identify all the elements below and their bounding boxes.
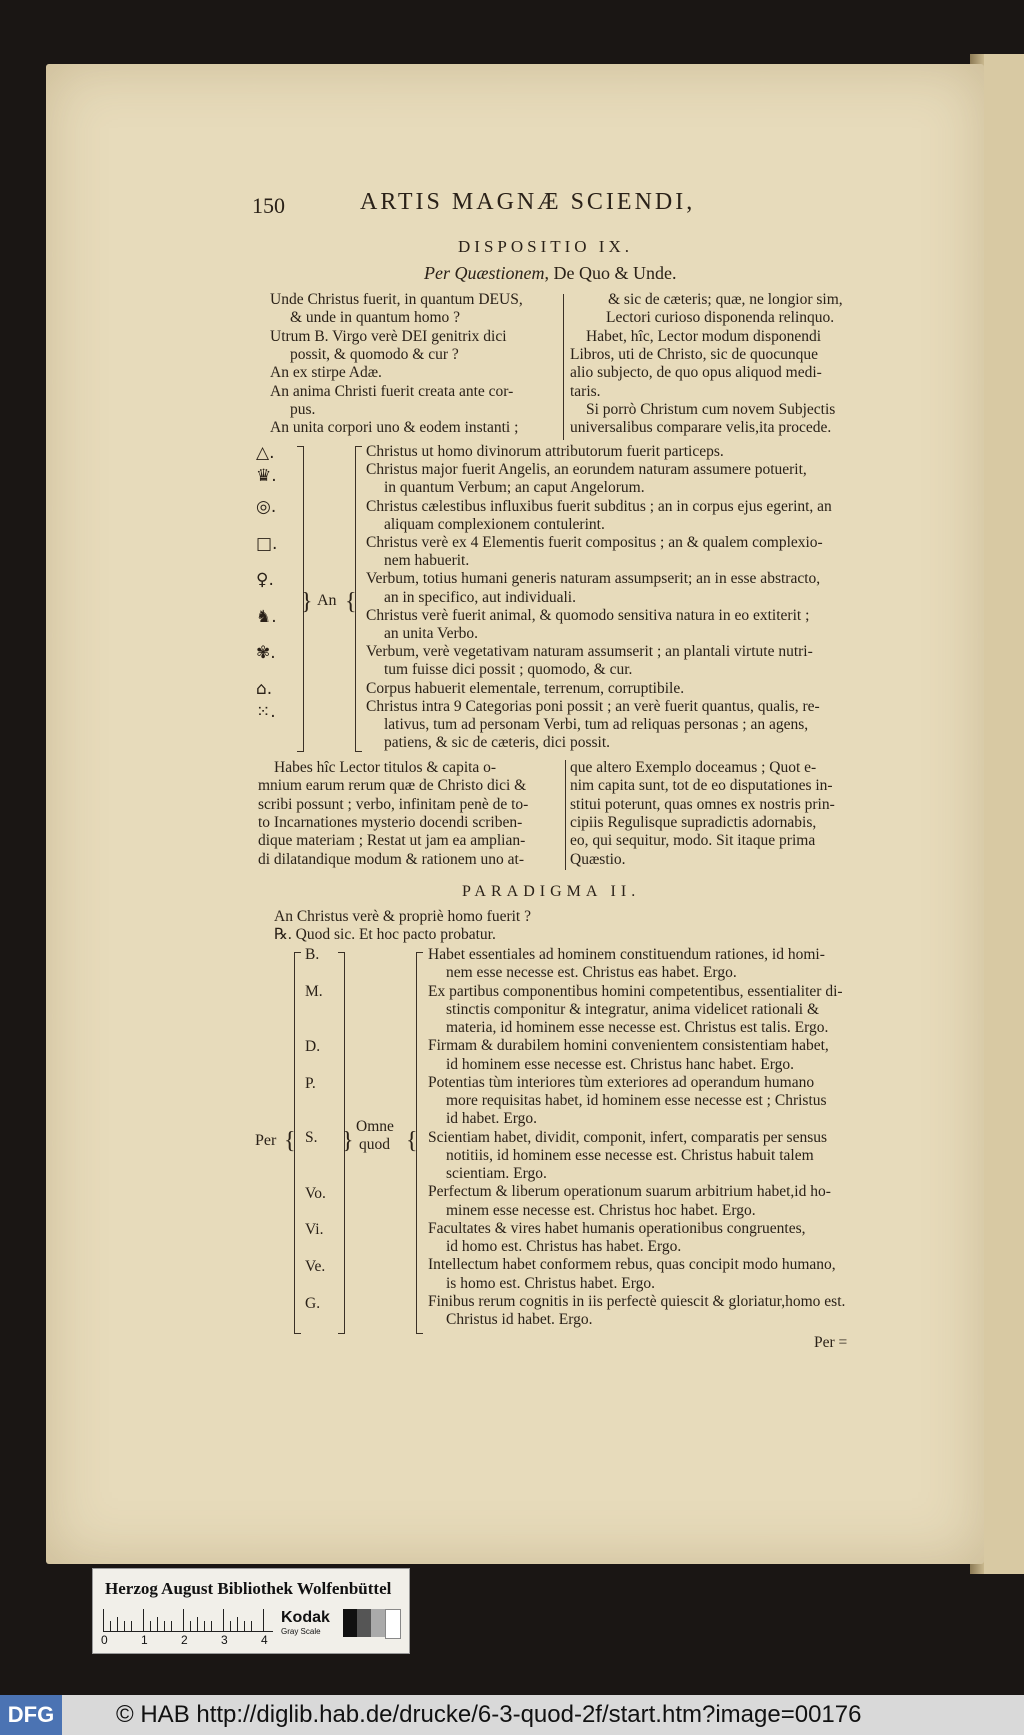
facing-page-edge: [978, 54, 1024, 1574]
paradigma-letter: Vo.: [305, 1185, 326, 1202]
subject-symbol-icon: ♛.: [256, 466, 277, 486]
paradigma-letter: G.: [305, 1295, 321, 1312]
per-label: Per: [255, 1132, 277, 1149]
middle-right-line: que altero Exemplo doceamus ; Quot e-: [570, 759, 817, 776]
letters-bracket-left: [294, 952, 301, 1334]
paradigma-line: Christus id habet. Ergo.: [446, 1311, 593, 1328]
intro-right-line: & sic de cæteris; quæ, ne longior sim,: [608, 291, 843, 308]
subject-symbol-icon: ♞.: [256, 607, 277, 627]
omne-brace-right: {: [406, 1128, 418, 1154]
an-brace-left: }: [301, 589, 313, 615]
intro-right-line: Si porrò Christum cum novem Subjectis: [586, 400, 836, 418]
ruler-number: 2: [181, 1633, 188, 1647]
intro-left-line: possit, & quomodo & cur ?: [290, 345, 459, 363]
gray-patch: [343, 1609, 357, 1637]
middle-left-line: scribi possunt ; verbo, infinitam penè de to-: [258, 795, 529, 813]
intro-left-line: Utrum B. Virgo verè DEI genitrix dici: [270, 327, 507, 345]
paradigma-response-row: [274, 926, 496, 944]
middle-left-line: mnium earum rerum quæ de Christo dici &: [258, 777, 527, 795]
paradigma-letter: Vi.: [305, 1221, 324, 1238]
omne-label: Omne: [356, 1118, 394, 1135]
an-brace-right: {: [345, 589, 357, 615]
middle-right-line: eo, qui sequitur, modo. Sit itaque prima: [570, 832, 816, 850]
paradigma-letter: M.: [305, 983, 323, 1000]
paradigma-line: nem esse necesse est. Christus eas habet. Ergo.: [446, 964, 737, 982]
middle-right-line: nim capita sunt, tot de eo disputationes in-: [570, 777, 833, 795]
an-line: in quantum Verbum; an caput Angelorum.: [384, 479, 645, 497]
an-label: An: [317, 592, 337, 609]
subject-symbol-icon: ◎.: [256, 497, 277, 517]
page-number: 150: [252, 193, 285, 218]
viewer-footer: [0, 1695, 1024, 1735]
an-line: nem habuerit.: [384, 552, 470, 570]
gray-scale-label: Gray Scale: [281, 1627, 321, 1636]
middle-left-line: di dilatandique modum & rationem uno at-: [258, 850, 525, 868]
stamp-title: Herzog August Bibliothek Wolfenbüttel: [105, 1579, 392, 1598]
intro-left-line: An unita corpori uno & eodem instanti ;: [270, 419, 519, 437]
paradigma-line: is homo est. Christus habet. Ergo.: [446, 1274, 655, 1292]
paradigma-line: Finibus rerum cognitis in iis perfectè quiescit & gloriatur,homo est.: [428, 1292, 846, 1310]
ruler-number: 0: [101, 1633, 108, 1647]
middle-right-line: Quæstio.: [570, 850, 626, 868]
omne-brace-left: }: [342, 1128, 354, 1154]
an-line: tum fuisse dici possit ; quomodo, & cur.: [384, 661, 633, 679]
an-line: an in specifico, aut individuali.: [384, 588, 576, 606]
ruler-number: 1: [141, 1633, 148, 1647]
subject-symbol-icon: ⁙.: [256, 702, 276, 722]
paradigma-line: Facultates & vires habet humanis operationibus congruentes,: [428, 1219, 806, 1237]
paradigma-line: Habet essentiales ad hominem constituendum rationes, id homi-: [428, 946, 825, 963]
response-mark: ℞.: [274, 926, 292, 943]
paradigma-line: materia, id hominem esse necesse est. Christus est talis. Ergo.: [446, 1019, 829, 1036]
dfg-logo[interactable]: DFG: [0, 1695, 62, 1735]
paradigma-line: id habet. Ergo.: [446, 1110, 537, 1128]
intro-left-line: An anima Christi fuerit creata ante cor-: [270, 382, 514, 400]
ruler-number: 3: [221, 1633, 228, 1647]
an-line: Verbum, verè vegetativam naturam assumserit ; an plantali virtute nutri-: [366, 643, 813, 661]
paradigma-line: Ex partibus componentibus homini competentibus, essentialiter di-: [428, 982, 843, 1000]
an-line: Verbum, totius humani generis naturam assumpserit; an in esse abstracto,: [366, 570, 821, 588]
paradigma-letter: S.: [305, 1129, 318, 1146]
gray-patch: [371, 1609, 385, 1637]
gray-patch: [385, 1609, 401, 1639]
column-rule: [563, 294, 564, 440]
paradigma-line: Scientiam habet, dividit, componit, infert, comparatis per sensus: [428, 1128, 828, 1146]
paradigma-letter: P.: [305, 1075, 316, 1092]
an-line: Christus ut homo divinorum attributorum fuerit particeps.: [366, 443, 724, 460]
middle-right-line: stitui poterunt, quas omnes ex nostris prin-: [570, 795, 835, 813]
middle-left-line: to Incarnationes mysterio docendi scriben-: [258, 813, 523, 831]
an-line: Corpus habuerit elementale, terrenum, corruptibile.: [366, 679, 685, 697]
intro-left-line: Unde Christus fuerit, in quantum DEUS,: [270, 291, 523, 308]
paradigma-line: scientiam. Ergo.: [446, 1165, 547, 1182]
an-line: aliquam complexionem contulerint.: [384, 515, 605, 533]
middle-column-rule: [565, 760, 566, 870]
subject-symbol-icon: ⌂.: [256, 679, 273, 699]
subject-symbol-icon: ♀.: [256, 570, 274, 590]
subject-symbol-icon: △.: [256, 443, 275, 463]
an-line: Christus verè ex 4 Elementis fuerit compositus ; an & qualem complexio-: [366, 534, 823, 551]
subheading-italic: Per Quæstionem: [424, 263, 545, 283]
copyright-link[interactable]: © HAB http://diglib.hab.de/drucke/6-3-quod-2f/start.htm?image=00176: [116, 1701, 862, 1728]
paradigma-line: notitiis, id hominem esse necesse est. Christus habuit talem: [446, 1146, 814, 1164]
subject-symbol-icon: ✾.: [256, 643, 276, 663]
disposition-subheading: [424, 263, 676, 284]
intro-right-line: universalibus comparare velis,ita procede.: [570, 419, 832, 437]
paradigma-letter: D.: [305, 1038, 321, 1055]
lines-bracket: [416, 952, 423, 1334]
gray-patch: [357, 1609, 371, 1637]
disposition-heading: DISPOSITIO IX.: [458, 237, 633, 256]
ruler-number: 4: [261, 1633, 268, 1647]
paradigma-line: Firmam & durabilem homini convenientem consistentiam habet,: [428, 1037, 829, 1055]
paradigma-letter: Ve.: [305, 1258, 326, 1275]
paradigma-question: An Christus verè & propriè homo fuerit ?: [274, 908, 531, 925]
paradigma-line: more requisitas habet, id hominem esse necesse est ; Christus: [446, 1092, 827, 1109]
paradigma-line: Intellectum habet conformem rebus, quas concipit modo humano,: [428, 1256, 836, 1274]
an-line: an unita Verbo.: [384, 625, 478, 642]
paradigma-line: Perfectum & liberum operationum suarum arbitrium habet,id ho-: [428, 1183, 831, 1201]
intro-right-line: Libros, uti de Christo, sic de quocunque: [570, 345, 818, 363]
an-line: Christus major fuerit Angelis, an eorundem naturam assumere potuerit,: [366, 461, 807, 479]
paradigma-line: id hominem esse necesse est. Christus hanc habet. Ergo.: [446, 1055, 794, 1073]
response-text: Quod sic. Et hoc pacto probatur.: [295, 926, 496, 943]
an-line: Christus cælestibus influxibus fuerit subditus ; an in corpus ejus egerint, an: [366, 497, 832, 515]
inner-bracket: [355, 446, 362, 752]
stamp-ruler: [103, 1609, 273, 1632]
kodak-brand: Kodak: [281, 1609, 330, 1626]
intro-right-line: Lectori curioso disponenda relinquo.: [606, 309, 835, 327]
subheading-rest: , De Quo & Unde.: [544, 263, 677, 283]
intro-left-line: An ex stirpe Adæ.: [270, 364, 382, 382]
middle-right-line: cipiis Regulisque supradictis adornabis,: [570, 813, 817, 831]
paradigma-line: id homo est. Christus has habet. Ergo.: [446, 1238, 682, 1255]
running-title: ARTIS MAGNÆ SCIENDI,: [360, 189, 696, 215]
per-brace: {: [284, 1128, 296, 1154]
library-stamp: [92, 1568, 410, 1654]
paradigma-line: Potentias tùm interiores tùm exteriores ad operandum humano: [428, 1073, 815, 1091]
an-line: lativus, tum ad personam Verbi, tum ad reliquas personas ; an agens,: [384, 716, 809, 733]
paradigma-heading: PARADIGMA II.: [462, 883, 641, 900]
middle-left-line: dique materiam ; Restat ut jam ea amplian-: [258, 832, 526, 850]
paradigma-line: stinctis componitur & integratur, anima videlicet rationali &: [446, 1000, 820, 1018]
intro-right-line: taris.: [570, 382, 601, 400]
paradigma-line: minem esse necesse est. Christus hoc habet. Ergo.: [446, 1201, 756, 1219]
intro-right-line: alio subjecto, de quo opus aliquod medi-: [570, 364, 822, 382]
quod-label: quod: [359, 1136, 390, 1153]
intro-left-line: & unde in quantum homo ?: [290, 309, 461, 327]
middle-left-line: Habes hîc Lector titulos & capita o-: [274, 759, 497, 776]
an-line: Christus intra 9 Categorias poni possit ; an verè fuerit quantus, qualis, re-: [366, 697, 820, 715]
catchword: Per =: [814, 1334, 848, 1351]
an-line: Christus verè fuerit animal, & quomodo sensitiva natura in eo extiterit ;: [366, 606, 810, 624]
intro-right-line: Habet, hîc, Lector modum disponendi: [586, 327, 822, 345]
paradigma-letter: B.: [305, 946, 320, 963]
an-line: patiens, & sic de cæteris, dici possit.: [384, 734, 611, 752]
intro-left-line: pus.: [290, 400, 316, 418]
subject-symbol-icon: □.: [256, 534, 278, 554]
